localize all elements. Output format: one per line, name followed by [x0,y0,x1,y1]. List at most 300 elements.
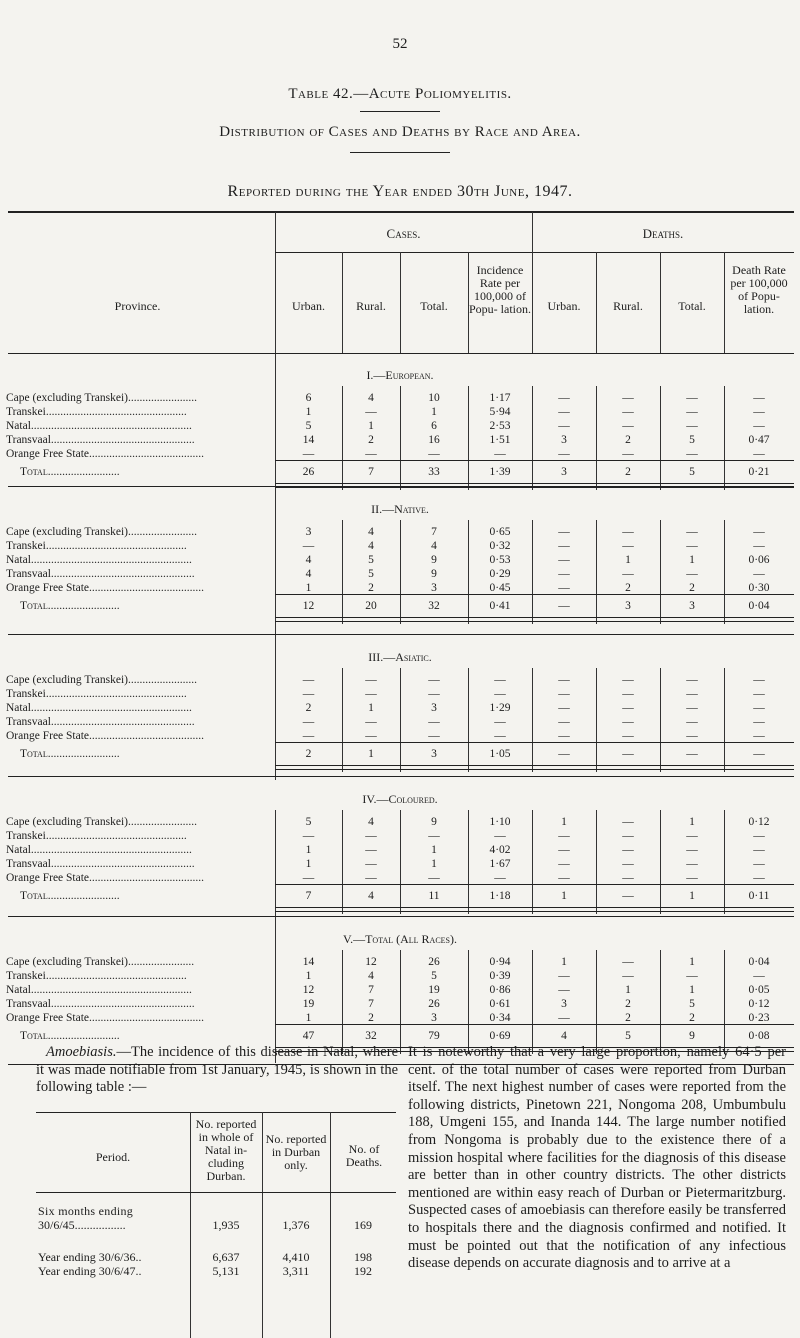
header-cases-total: Total. [420,299,448,313]
cell-deaths-urban: — [558,830,570,842]
cell-deaths-urban: — [558,406,570,418]
total-cell-death-rate: 0·11 [748,890,770,902]
cell-deaths-total: — [686,392,698,404]
total-cell-death-rate: 0·04 [748,600,770,612]
small-cell-deaths: 169 [354,1218,372,1232]
cell-deaths-urban: — [558,702,570,714]
cell-cases-rural: 4 [368,970,374,982]
cell-cases-urban: 14 [302,956,315,968]
total-cell-death-rate: 0·21 [748,466,770,478]
total-cell-deaths-total: — [686,748,698,760]
province-label: Orange Free State........................................ [6,448,205,460]
table-top-rule [8,211,794,213]
cell-cases-rural: 4 [368,816,374,828]
cell-death-rate: 0·04 [748,956,770,968]
header-column-divider [342,252,343,353]
cell-death-rate: 0·23 [748,1012,770,1024]
total-double-rule [275,617,794,622]
total-cell-cases-urban: 26 [302,466,315,478]
cell-cases-rural: 4 [368,392,374,404]
cell-deaths-rural: — [622,526,634,538]
period-label-line1: Six months ending [38,1204,134,1218]
cell-deaths-total: — [686,688,698,700]
cell-death-rate: — [753,420,765,432]
cell-cases-total: 1 [431,858,437,870]
table-row [0,716,800,731]
small-cell-durban: 1,376 [282,1218,310,1232]
section-title: III.—Asiatic. [368,650,432,664]
table-row [0,984,800,999]
total-row [0,466,800,481]
province-label: Cape (excluding Transkei)........................ [6,816,198,828]
province-label: Natal........................................................ [6,420,192,432]
cell-cases-rural: 1 [368,420,374,432]
table-row [0,844,800,859]
cell-cases-rural: — [365,448,377,460]
total-top-rule [275,884,794,885]
cell-death-rate: — [753,674,765,686]
cell-death-rate: — [753,568,765,580]
total-cell-incidence-rate: 1·39 [489,466,511,478]
cell-deaths-rural: 2 [625,434,631,446]
total-cell-deaths-total: 5 [689,466,695,478]
cell-deaths-rural: — [622,540,634,552]
total-row [0,748,800,763]
cell-deaths-urban: — [558,688,570,700]
cell-cases-rural: 5 [368,568,374,580]
table-row [0,392,800,407]
province-label: Cape (excluding Transkei)........................ [6,526,198,538]
cell-cases-urban: 1 [305,1012,312,1024]
total-top-rule [275,460,794,461]
cell-cases-urban: 1 [305,406,312,418]
cell-cases-total: 19 [428,984,440,996]
cell-deaths-total: — [686,674,698,686]
cell-death-rate: — [753,830,765,842]
cell-incidence-rate: — [494,716,506,728]
total-cell-cases-total: 3 [431,748,437,760]
cell-deaths-rural: — [622,674,634,686]
cell-deaths-urban: 1 [561,816,567,828]
total-row [0,600,800,615]
cell-deaths-total: — [686,448,698,460]
cell-incidence-rate: 4·02 [489,844,511,856]
cell-incidence-rate: 0·39 [489,970,511,982]
cell-incidence-rate: 1·10 [489,816,511,828]
cell-deaths-urban: — [558,582,570,594]
cell-death-rate: — [753,872,765,884]
cell-cases-rural: 4 [368,526,374,538]
cell-cases-rural: — [365,844,377,856]
cell-deaths-urban: — [558,984,570,996]
cell-cases-total: — [428,730,440,742]
total-cell-deaths-total: 1 [689,890,695,902]
total-cell-deaths-total: 9 [689,1030,695,1042]
total-label: Total......................... [20,890,120,902]
cell-cases-total: 3 [431,1012,437,1024]
cell-deaths-urban: — [558,872,570,884]
table-row [0,970,800,985]
cell-deaths-total: 1 [689,816,695,828]
header-bottom-rule [8,353,794,354]
cell-deaths-urban: 3 [561,998,567,1010]
province-label: Orange Free State........................................ [6,582,205,594]
cell-cases-urban: — [302,872,315,884]
cell-death-rate: — [753,688,765,700]
cell-death-rate: 0·06 [748,554,770,566]
total-double-rule [275,907,794,912]
cell-cases-urban: — [302,540,315,552]
table-row [0,420,800,435]
cell-cases-total: — [428,830,440,842]
table-row [0,568,800,583]
total-cell-deaths-urban: — [558,600,570,612]
total-cell-deaths-rural: 5 [625,1030,631,1042]
cell-death-rate: — [753,702,765,714]
cell-death-rate: — [753,526,765,538]
cell-deaths-urban: — [558,858,570,870]
table-row [0,674,800,689]
cell-incidence-rate: 0·29 [489,568,511,580]
cell-incidence-rate: 0·34 [489,1012,511,1024]
cell-deaths-urban: — [558,568,570,580]
header-group-rule [275,252,794,253]
total-cell-cases-total: 11 [428,890,440,902]
province-label: Transvaal.................................................. [6,858,195,870]
section-separator [8,634,794,635]
header-cases: Cases. [386,226,421,241]
cell-death-rate: — [753,970,765,982]
small-cell-whole: 1,935 [212,1218,240,1232]
cell-cases-rural: — [365,674,377,686]
table-title: Table 42.—Acute Poliomyelitis. [288,86,512,102]
table-row [0,526,800,541]
cell-death-rate: 0·12 [748,816,770,828]
cell-cases-total: 26 [428,956,440,968]
cell-deaths-total: 1 [689,984,695,996]
cell-deaths-total: 5 [689,998,695,1010]
cell-deaths-rural: — [622,448,634,460]
cell-deaths-rural: — [622,970,634,982]
cell-deaths-rural: 1 [625,984,631,996]
cell-cases-total: 3 [431,702,437,714]
small-header-whole-natal: No. reported in whole of Natal in- cluding Durban. [195,1117,257,1183]
cell-cases-rural: 7 [368,984,374,996]
cell-cases-urban: 3 [305,526,312,538]
cell-cases-urban: 5 [305,816,312,828]
amoebiasis-paragraph [36,1044,398,1097]
province-label: Transvaal.................................................. [6,568,195,580]
cell-incidence-rate: — [494,674,506,686]
cell-deaths-rural: — [622,392,634,404]
cell-deaths-rural: — [622,730,634,742]
cell-cases-rural: — [365,730,377,742]
total-cell-cases-urban: 47 [302,1030,315,1042]
table-row [0,688,800,703]
cell-deaths-total: — [686,420,698,432]
total-cell-cases-urban: 7 [305,890,312,902]
total-label: Total......................... [20,466,120,478]
cell-incidence-rate: 0·32 [489,540,511,552]
subtitle-divider [350,152,450,153]
cell-deaths-total: 2 [689,582,695,594]
small-cell-durban: 3,311 [282,1264,310,1278]
cell-cases-urban: 14 [302,434,315,446]
cell-deaths-rural: — [622,872,634,884]
small-cell-whole: 6,637 [212,1250,240,1264]
small-cell-durban: 4,410 [282,1250,310,1264]
header-incidence-rate: Incidence Rate per 100,000 of Popu- lation. [469,263,531,316]
amoebiasis-text: —The incidence of this disease in Natal, where it was made notifiable from 1st January, 1945, is shown in the following table :— [36,1044,398,1096]
cell-cases-urban: — [302,674,315,686]
total-top-rule [275,1024,794,1025]
header-deaths: Deaths. [642,226,684,241]
cell-death-rate: — [753,844,765,856]
total-cell-deaths-rural: 2 [625,466,631,478]
cell-incidence-rate: — [494,688,506,700]
total-cell-cases-rural: 4 [368,890,374,902]
cell-cases-rural: 7 [368,998,374,1010]
table-row [0,830,800,845]
table-row [0,540,800,555]
cell-incidence-rate: 2·53 [489,420,511,432]
cell-cases-urban: 2 [305,702,312,714]
cell-cases-total: 3 [431,582,437,594]
total-cell-deaths-urban: 1 [561,890,567,902]
province-label: Transkei................................................. [6,688,187,700]
table-row [0,554,800,569]
cell-cases-rural: 2 [368,1012,374,1024]
cell-deaths-rural: 2 [625,998,631,1010]
cell-incidence-rate: 0·61 [489,998,511,1010]
table-row [0,858,800,873]
cell-cases-urban: 1 [305,858,312,870]
cell-cases-rural: — [365,872,377,884]
cell-cases-rural: — [365,716,377,728]
cell-deaths-urban: 1 [561,956,567,968]
cell-deaths-urban: — [558,674,570,686]
cell-cases-urban: 1 [305,970,312,982]
total-label: Total......................... [20,600,120,612]
cell-incidence-rate: 0·65 [489,526,511,538]
header-deaths-rural: Rural. [613,299,643,313]
cell-incidence-rate: — [494,730,506,742]
small-cell-whole: 5,131 [212,1264,240,1278]
total-row [0,890,800,905]
cell-deaths-urban: — [558,730,570,742]
cell-incidence-rate: 0·53 [489,554,511,566]
cell-death-rate: 0·47 [748,434,770,446]
total-cell-cases-urban: 12 [302,600,315,612]
cell-death-rate: — [753,448,765,460]
total-cell-deaths-rural: — [622,748,634,760]
cell-deaths-rural: — [622,406,634,418]
cell-deaths-total: — [686,970,698,982]
header-column-divider [532,212,533,353]
province-label: Transkei................................................. [6,830,187,842]
cell-cases-total: 10 [428,392,440,404]
total-cell-cases-rural: 7 [368,466,374,478]
province-label: Transkei................................................. [6,540,187,552]
cell-cases-total: — [428,872,440,884]
total-cell-deaths-total: 3 [689,600,695,612]
cell-incidence-rate: 1·51 [489,434,511,446]
cell-death-rate: — [753,730,765,742]
title-divider [360,111,440,112]
section-separator [8,916,794,917]
cell-incidence-rate: 0·94 [489,956,511,968]
province-label: Cape (excluding Transkei)........................ [6,392,198,404]
cell-death-rate: 0·05 [748,984,770,996]
total-cell-cases-total: 79 [428,1030,440,1042]
header-column-divider [468,252,469,353]
cell-incidence-rate: 0·45 [489,582,511,594]
report-period-title: Reported during the Year ended 30th June, 1947. [227,183,573,200]
cell-cases-urban: 5 [305,420,312,432]
cell-cases-total: 16 [428,434,440,446]
total-cell-deaths-urban: 3 [561,466,567,478]
cell-incidence-rate: — [494,872,506,884]
cell-deaths-urban: — [558,526,570,538]
table-row [0,816,800,831]
header-column-divider [400,252,401,353]
total-cell-deaths-rural: — [622,890,634,902]
total-cell-cases-rural: 1 [368,748,374,760]
cell-cases-urban: 12 [302,984,315,996]
total-cell-incidence-rate: 0·41 [489,600,511,612]
province-label: Cape (excluding Transkei)....................... [6,956,195,968]
cell-deaths-urban: — [558,554,570,566]
cell-cases-total: 26 [428,998,440,1010]
cell-cases-urban: 1 [305,582,312,594]
cell-deaths-urban: — [558,392,570,404]
cell-deaths-total: — [686,730,698,742]
cell-deaths-rural: — [622,956,634,968]
header-column-divider [660,252,661,353]
cell-cases-rural: 1 [368,702,374,714]
province-label: Natal........................................................ [6,984,192,996]
cell-death-rate: — [753,858,765,870]
cell-deaths-total: — [686,872,698,884]
cell-deaths-rural: — [622,568,634,580]
cell-deaths-rural: 1 [625,554,631,566]
total-cell-death-rate: 0·08 [748,1030,770,1042]
cell-death-rate: — [753,392,765,404]
cell-cases-total: — [428,674,440,686]
cell-cases-total: 1 [431,406,437,418]
cell-deaths-total: — [686,716,698,728]
province-label: Orange Free State........................................ [6,872,205,884]
total-cell-cases-total: 33 [428,466,440,478]
cell-incidence-rate: 1·17 [489,392,511,404]
cell-cases-urban: — [302,830,315,842]
cell-deaths-urban: — [558,1012,570,1024]
table-row [0,434,800,449]
cell-cases-urban: 19 [302,998,315,1010]
section-separator [8,486,794,487]
page-number: 52 [392,36,408,52]
table-row [0,998,800,1013]
header-death-rate: Death Rate per 100,000 of Popu- lation. [730,263,788,316]
cell-cases-total: 9 [431,554,437,566]
province-label: Transvaal.................................................. [6,998,195,1010]
cell-cases-rural: 2 [368,434,374,446]
cell-incidence-rate: 1·29 [489,702,511,714]
cell-deaths-rural: — [622,830,634,842]
total-cell-deaths-rural: 3 [625,600,631,612]
header-column-divider [724,252,725,353]
cell-deaths-urban: — [558,844,570,856]
table-row [0,702,800,717]
province-label: Natal........................................................ [6,554,192,566]
province-label: Transkei................................................. [6,406,187,418]
total-cell-cases-urban: 2 [305,748,312,760]
total-cell-cases-total: 32 [428,600,440,612]
cell-death-rate: 0·12 [748,998,770,1010]
cell-cases-total: 4 [431,540,437,552]
province-label: Natal........................................................ [6,844,192,856]
cell-incidence-rate: 1·67 [489,858,511,870]
cell-deaths-rural: — [622,716,634,728]
small-header-durban: No. reported in Durban only. [265,1132,327,1172]
cell-deaths-total: — [686,844,698,856]
cell-cases-urban: 4 [305,568,312,580]
cell-cases-total: — [428,448,440,460]
period-label: Year ending 30/6/47.. [38,1264,142,1278]
cell-deaths-rural: 2 [625,582,631,594]
cell-deaths-urban: 3 [561,434,567,446]
period-label: Year ending 30/6/36.. [38,1250,142,1264]
total-cell-cases-rural: 32 [365,1030,377,1042]
cell-incidence-rate: 0·86 [489,984,511,996]
cell-cases-rural: — [365,406,377,418]
cell-cases-total: — [428,716,440,728]
cell-cases-rural: 2 [368,582,374,594]
section-separator [8,776,794,777]
province-label: Transvaal.................................................. [6,434,195,446]
cell-cases-urban: 4 [305,554,312,566]
cell-deaths-rural: — [622,688,634,700]
total-cell-deaths-urban: 4 [561,1030,567,1042]
cell-death-rate: — [753,716,765,728]
header-cases-rural: Rural. [356,299,386,313]
cell-cases-total: 1 [431,844,437,856]
cell-deaths-urban: — [558,716,570,728]
header-province: Province. [114,299,161,313]
cell-deaths-rural: — [622,702,634,714]
section-title: I.—European. [366,368,434,382]
cell-death-rate: — [753,540,765,552]
cell-deaths-rural: — [622,816,634,828]
cell-deaths-total: — [686,702,698,714]
table-row [0,406,800,421]
small-cell-deaths: 192 [354,1264,372,1278]
header-deaths-total: Total. [678,299,706,313]
small-table-header-rule [36,1192,396,1193]
total-top-rule [275,742,794,743]
cell-deaths-urban: — [558,448,570,460]
small-cell-deaths: 198 [354,1250,372,1264]
total-cell-death-rate: — [753,748,765,760]
total-top-rule [275,594,794,595]
cell-cases-urban: — [302,716,315,728]
province-label: Transkei................................................. [6,970,187,982]
notification-paragraph: It is noteworthy that a very large proportion, namely 64·5 per cent. of the total number of cases were reported from Durban itself. The next highest number of cases were reported from the following districts, Pinetown 221, Nongoma 208, Umbumbulu 188, Umgeni 155, and Inanda 144. The large number notified from Nongoma is probably due to the existence there of a mission hospital where facilities for the diagnosis of this disease are better than in other country districts. The other districts mentioned are within easy reach of Durban or Pietermaritzburg. Suspected cases of amoebiasis can therefore easily be transferred to hospitals there and the diagnosis confirmed and notified. It must be pointed out that the notification of any infectious disease depends on accurate diagnosis and to arrive at a [408,1044,786,1272]
cell-cases-total: 5 [431,970,437,982]
cell-cases-urban: — [302,730,315,742]
total-row [0,1030,800,1045]
total-cell-incidence-rate: 1·05 [489,748,511,760]
